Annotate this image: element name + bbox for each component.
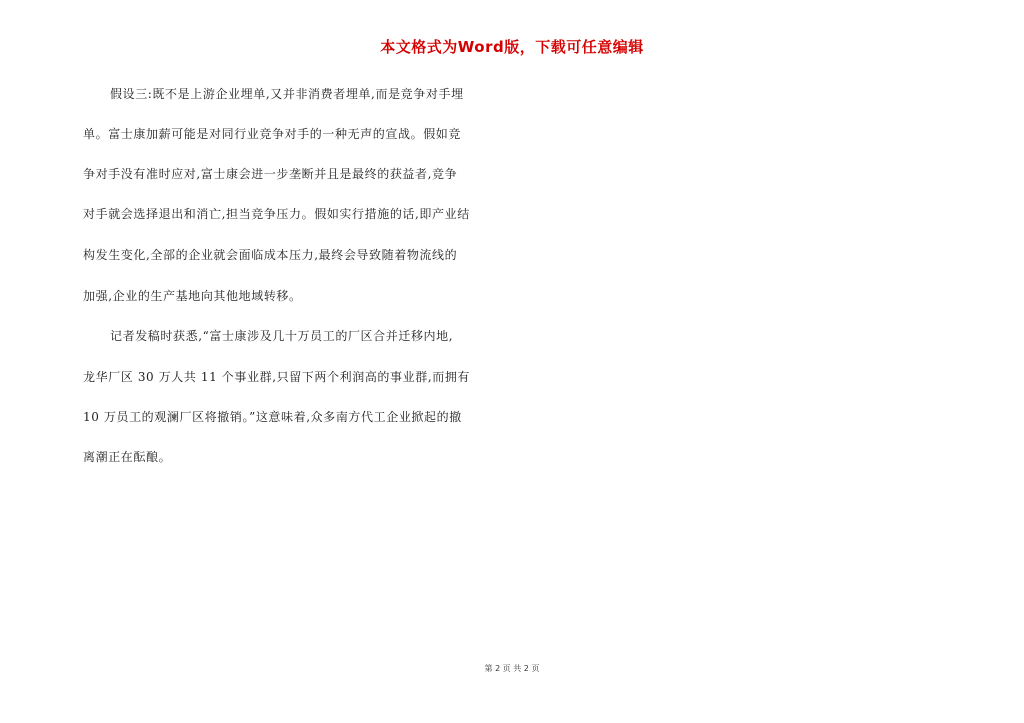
document-banner: 本文格式为Word版，下载可任意编辑: [380, 38, 644, 56]
text-line: 龙华厂区 30 万人共 11 个事业群,只留下两个利润高的事业群,而拥有: [83, 370, 471, 384]
text-line: 争对手没有准时应对,富士康会进一步垄断并且是最终的获益者,竞争: [83, 167, 458, 181]
text-line: 离潮正在酝酿。: [83, 450, 172, 464]
text-line: 构发生变化,全部的企业就会面临成本压力,最终会导致随着物流线的: [83, 248, 458, 262]
text-line: 记者发稿时获悉,“富士康涉及几十万员工的厂区合并迁移内地,: [110, 329, 454, 343]
text-line: 10 万员工的观澜厂区将撤销。”这意味着,众多南方代工企业掀起的撤: [83, 410, 462, 424]
page-number-footer: 第 2 页 共 2 页: [484, 664, 540, 673]
text-line: 单。富士康加薪可能是对同行业竞争对手的一种无声的宣战。假如竞: [83, 127, 462, 141]
text-line: 假设三:既不是上游企业埋单,又并非消费者埋单,而是竞争对手埋: [110, 87, 464, 101]
text-line: 对手就会选择退出和消亡,担当竞争压力。假如实行措施的话,即产业结: [83, 207, 470, 221]
text-line: 加强,企业的生产基地向其他地域转移。: [83, 289, 302, 303]
